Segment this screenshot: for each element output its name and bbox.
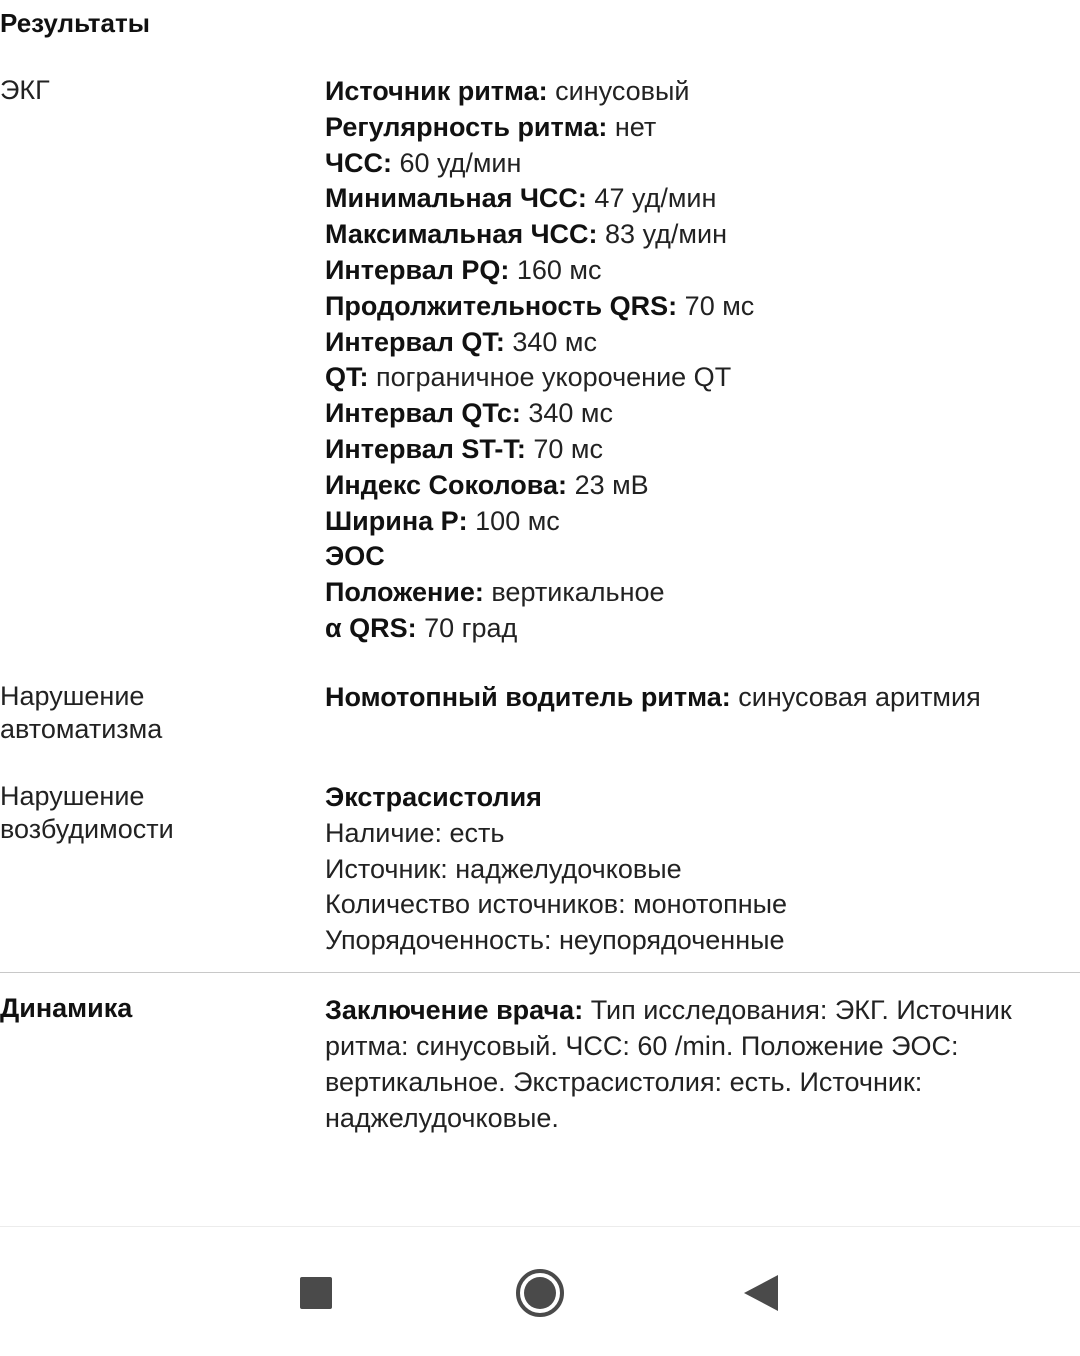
ekg-item-key: Интервал QT: bbox=[325, 326, 505, 357]
ekg-item-key: Положение: bbox=[325, 577, 484, 608]
excitability-values bbox=[325, 780, 1045, 959]
ekg-item-key: Интервал PQ: bbox=[325, 254, 510, 285]
ekg-item-key: Индекс Соколова: bbox=[325, 469, 568, 500]
doctor-conclusion bbox=[325, 992, 1045, 1136]
ekg-item-key: Продолжительность QRS: bbox=[325, 290, 678, 321]
ekg-item bbox=[325, 504, 1045, 540]
ekg-item bbox=[325, 217, 1045, 253]
excitability-item: Наличие: есть bbox=[325, 817, 505, 848]
ekg-item bbox=[325, 396, 1045, 432]
stop-square-icon[interactable] bbox=[288, 1265, 344, 1321]
ekg-item-value: нет bbox=[607, 111, 657, 142]
ekg-item bbox=[325, 253, 1045, 289]
doctor-conclusion-key: Заключение врача: bbox=[325, 995, 584, 1025]
excitability-heading: Экстрасистолия bbox=[325, 782, 542, 812]
divider bbox=[0, 972, 1080, 973]
automatism-label-line: автоматизма bbox=[0, 714, 163, 744]
dynamics-label: Динамика bbox=[0, 993, 133, 1023]
home-circle-icon[interactable] bbox=[512, 1265, 568, 1321]
ekg-item bbox=[325, 575, 1045, 611]
ekg-item-value: 47 уд/мин bbox=[586, 183, 717, 214]
ekg-item-value: 340 мс bbox=[520, 398, 613, 429]
ekg-item-value: пограничное укорочение QT bbox=[368, 362, 732, 393]
ekg-item bbox=[325, 289, 1045, 325]
automatism-key: Номотопный водитель ритма: bbox=[325, 682, 731, 712]
back-triangle-icon[interactable] bbox=[736, 1265, 792, 1321]
excitability-item: Упорядоченность: неупорядоченные bbox=[325, 925, 785, 956]
ekg-item-value: 340 мс bbox=[504, 326, 597, 357]
ekg-item-value: 70 мс bbox=[525, 433, 603, 464]
ekg-label: ЭКГ bbox=[0, 75, 50, 105]
ekg-item-value: синусовый bbox=[547, 76, 690, 106]
ekg-item-key: ЧСС: bbox=[325, 147, 392, 178]
ekg-item-key: QT: bbox=[325, 362, 369, 393]
automatism-item bbox=[325, 680, 1045, 716]
ekg-values bbox=[325, 74, 1045, 647]
ekg-item-key: Максимальная ЧСС: bbox=[325, 219, 598, 250]
ekg-item-key: Ширина P: bbox=[325, 505, 468, 536]
excitability-item: Количество источников: монотопные bbox=[325, 889, 788, 920]
ekg-item bbox=[325, 110, 1045, 146]
ekg-item-key: Минимальная ЧСС: bbox=[325, 183, 587, 214]
ekg-item-key: ЭОС bbox=[325, 541, 385, 572]
ekg-item bbox=[325, 146, 1045, 182]
ekg-item-value: 83 уд/мин bbox=[597, 219, 727, 250]
navigation-bar bbox=[0, 1226, 1080, 1356]
excitability-label-line: возбудимости bbox=[0, 814, 174, 844]
ekg-item-value: 70 мс bbox=[677, 290, 755, 321]
ekg-item-key: α QRS: bbox=[325, 612, 417, 643]
ekg-item-key: Источник ритма: bbox=[325, 76, 548, 106]
automatism-values bbox=[325, 680, 1045, 716]
ekg-item-value: 60 уд/мин bbox=[391, 147, 522, 178]
ekg-item-key: Регулярность ритма: bbox=[325, 111, 608, 142]
excitability-label-line: Нарушение bbox=[0, 781, 145, 811]
ekg-item bbox=[325, 360, 1045, 396]
ekg-item-value: вертикальное bbox=[483, 577, 665, 608]
ekg-item bbox=[325, 325, 1045, 361]
ekg-item bbox=[325, 432, 1045, 468]
ekg-item bbox=[325, 181, 1045, 217]
ekg-item-value: 160 мс bbox=[509, 254, 602, 285]
ekg-item-value: 70 град bbox=[416, 612, 518, 643]
ekg-item bbox=[325, 74, 1045, 110]
ekg-item bbox=[325, 468, 1045, 504]
doctor-conclusion-text: Тип исследования: ЭКГ. Источник ритма: синусовый. ЧСС: 60 /min. Положение ЭОС: вертикальное. Экстрасистолия: есть. Источник: наджелудочковые. bbox=[325, 995, 1012, 1133]
ekg-item-value: 23 мВ bbox=[567, 469, 649, 500]
ekg-item-key: Интервал QTc: bbox=[325, 398, 521, 429]
excitability-label bbox=[0, 780, 300, 846]
automatism-label bbox=[0, 680, 300, 746]
ekg-item bbox=[325, 611, 1045, 647]
ekg-item-value: 100 мс bbox=[467, 505, 560, 536]
section-title: Результаты bbox=[0, 8, 150, 38]
excitability-item: Источник: наджелудочковые bbox=[325, 853, 682, 884]
automatism-value: синусовая аритмия bbox=[730, 682, 981, 712]
automatism-label-line: Нарушение bbox=[0, 681, 145, 711]
ekg-item bbox=[325, 539, 1045, 575]
ekg-item-key: Интервал ST-T: bbox=[325, 433, 526, 464]
